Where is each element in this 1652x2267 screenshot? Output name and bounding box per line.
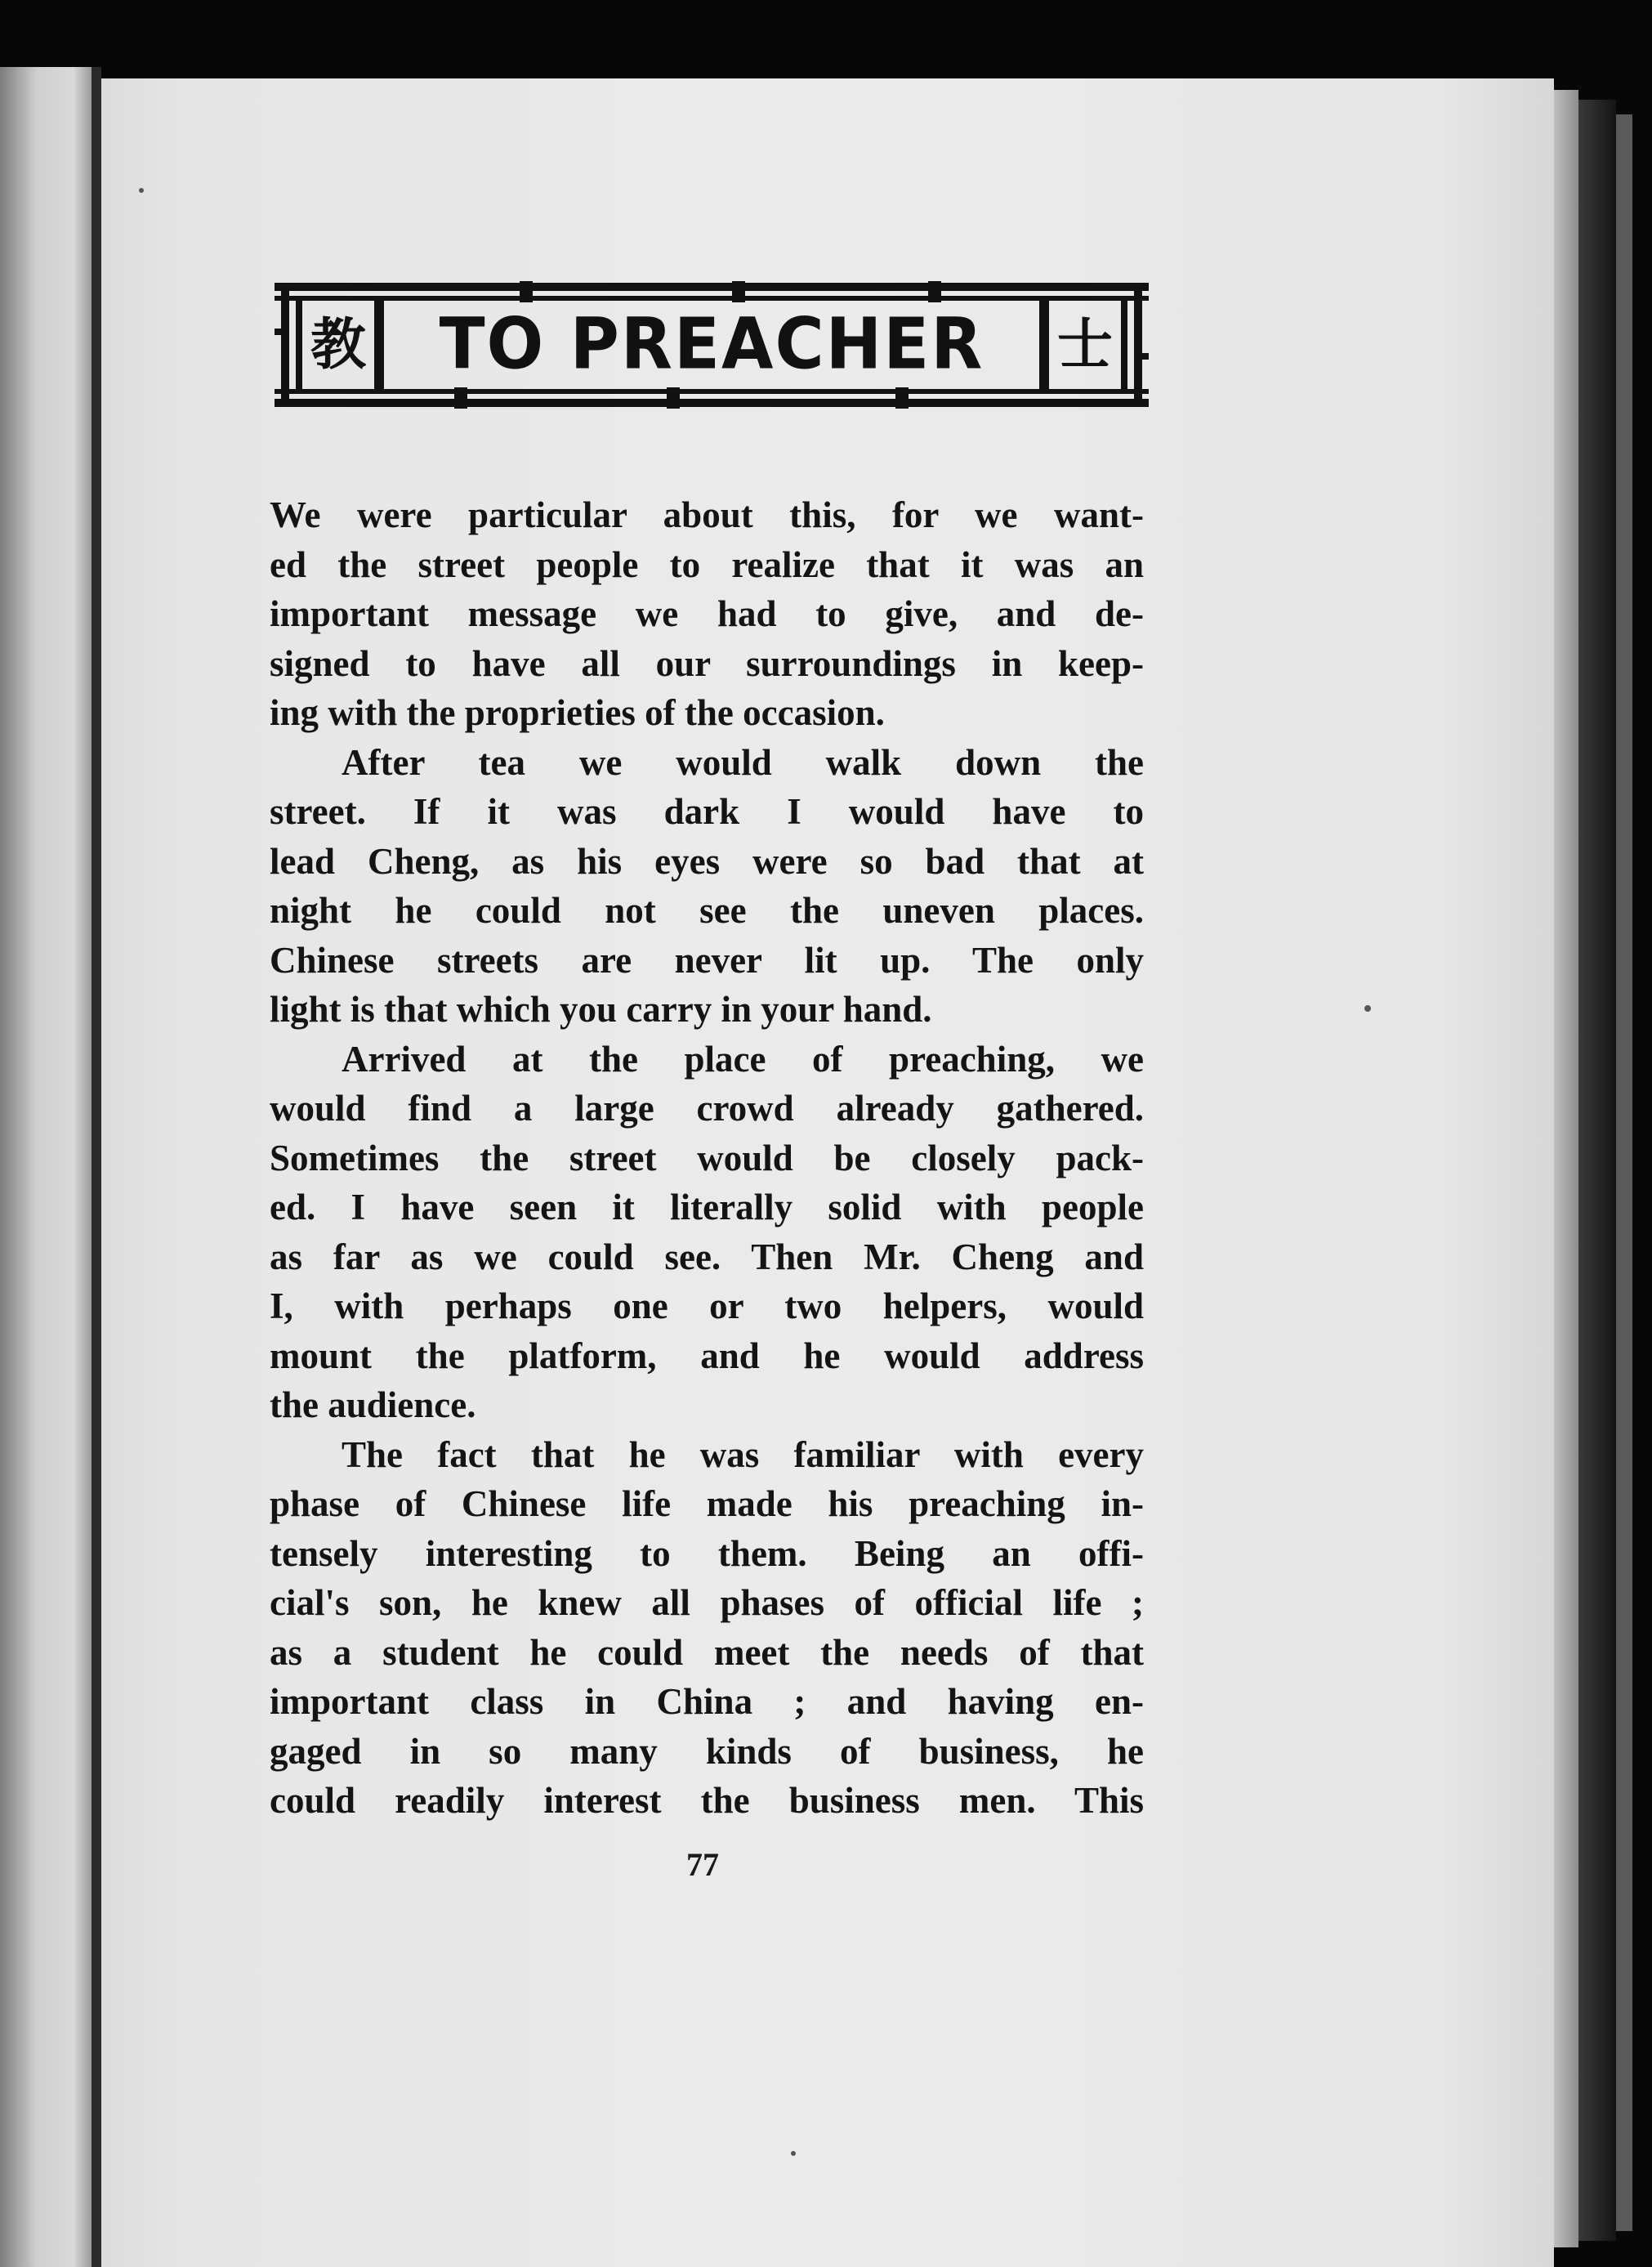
chapter-header-banner [275, 279, 1149, 410]
scan-speck [791, 2151, 796, 2156]
text-line: I, with perhaps one or two helpers, would [270, 1286, 1144, 1326]
page-number: 77 [686, 1846, 719, 1883]
text-line: the audience. [270, 1384, 476, 1425]
book-cover-edge [1616, 114, 1632, 2231]
page-stack-edge [1554, 90, 1578, 2247]
facing-page-edge [0, 67, 92, 2267]
text-line: ed. I have seen it literally solid with people [270, 1187, 1144, 1227]
text-line: phase of Chinese life made his preaching in- [270, 1483, 1144, 1524]
text-line: After tea we would walk down the [342, 741, 1144, 783]
scan-speck [139, 188, 144, 193]
text-line: night he could not see the uneven places. [270, 890, 1144, 931]
scan-speck [1364, 1005, 1371, 1012]
text-line: We were particular about this, for we want- [270, 494, 1144, 535]
text-line: signed to have all our surroundings in keep- [270, 642, 1144, 684]
text-line: tensely interesting to them. Being an offi- [270, 1532, 1144, 1574]
text-line: gaged in so many kinds of business, he [270, 1730, 1144, 1772]
text-line: ed the street people to realize that it was an [270, 543, 1144, 585]
text-line: as a student he could meet the needs of that [270, 1631, 1144, 1673]
text-line: cial's son, he knew all phases of official life ; [270, 1582, 1144, 1623]
text-line: Arrived at the place of preaching, we [342, 1038, 1144, 1080]
text-line: lead Cheng, as his eyes were so bad that at [270, 840, 1144, 882]
text-line: as far as we could see. Then Mr. Cheng and [270, 1236, 1144, 1277]
text-line: Chinese streets are never lit up. The only [270, 939, 1144, 981]
body-text [270, 490, 1144, 1826]
text-line: important class in China ; and having en- [270, 1681, 1144, 1722]
text-line: could readily interest the business men. This [270, 1780, 1144, 1821]
text-line: ing with the proprieties of the occasion. [270, 692, 885, 733]
text-line: light is that which you carry in your hand. [270, 989, 932, 1030]
book-gutter [92, 67, 101, 2267]
text-line: street. If it was dark I would have to [270, 791, 1144, 832]
text-line: would find a large crowd already gathered. [270, 1088, 1144, 1129]
text-line: Sometimes the street would be closely pack- [270, 1137, 1144, 1178]
chapter-title: TO PREACHER [439, 303, 985, 386]
text-line: mount the platform, and he would address [270, 1335, 1144, 1376]
text-line: important message we had to give, and de- [270, 593, 1144, 634]
chinese-character-right: 士 [1056, 313, 1113, 378]
text-line: The fact that he was familiar with every [342, 1433, 1144, 1475]
chinese-character-left: 教 [310, 313, 366, 378]
page-stack-shadow [1578, 100, 1616, 2241]
